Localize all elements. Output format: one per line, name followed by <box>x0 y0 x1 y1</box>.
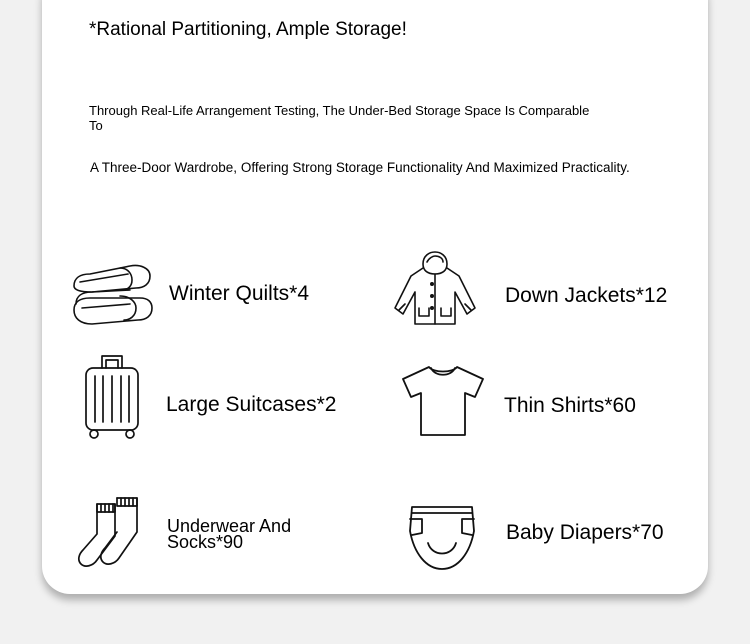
description-line-2: A Three-Door Wardrobe, Offering Strong Storage Functionality And Maximized Practicality. <box>90 160 630 175</box>
t-shirt-icon <box>401 365 485 437</box>
item-label-baby-diapers: Baby Diapers*70 <box>506 521 664 544</box>
diaper-icon <box>406 503 478 571</box>
item-label-large-suitcases: Large Suitcases*2 <box>166 393 337 416</box>
item-label-thin-shirts: Thin Shirts*60 <box>504 394 636 417</box>
item-label-winter-quilts: Winter Quilts*4 <box>169 282 310 305</box>
jacket-icon <box>389 250 481 328</box>
item-label-down-jackets: Down Jackets*12 <box>505 284 668 307</box>
suitcase-icon <box>82 354 142 440</box>
description-line-1: Through Real-Life Arrangement Testing, The Under-Bed Storage Space Is Comparable To <box>89 103 590 133</box>
section-title: *Rational Partitioning, Ample Storage! <box>89 19 407 40</box>
folded-quilt-icon <box>70 258 154 330</box>
socks-icon <box>77 496 141 570</box>
item-label-underwear-socks: Underwear And Socks*90 <box>167 516 292 552</box>
